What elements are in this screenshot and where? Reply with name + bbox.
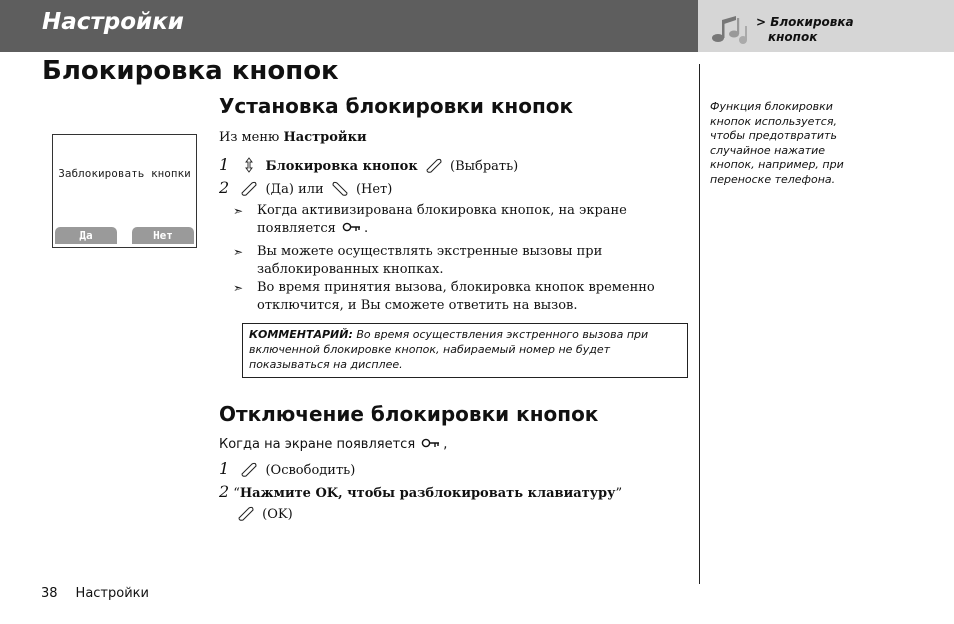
- left-soft-key-icon: [425, 157, 443, 173]
- menu-name: Настройки: [283, 130, 367, 145]
- breadcrumb: [698, 0, 954, 52]
- soft-key-yes: Да: [55, 227, 117, 244]
- key-lock-icon: [342, 221, 362, 233]
- list-item: ➣ Во время принятия вызова, блокировка кнопок временно отключится, и Вы сможете ответить на вызов.: [233, 280, 655, 313]
- unlock-step-3: (OK): [234, 505, 293, 522]
- step-1: [219, 155, 518, 174]
- header-bar: [0, 0, 698, 52]
- step-number: 1: [219, 459, 230, 478]
- menu-prefix: Из меню: [219, 130, 284, 145]
- comment-box: КОММЕНТАРИЙ: Во время осуществления экстренного вызова при включенной блокировке кнопок, набираемый номер не будет показываться на дисплее.: [242, 323, 688, 378]
- left-soft-key-icon: [240, 461, 258, 477]
- right-soft-key-icon: [331, 180, 349, 196]
- breadcrumb-line1: > Блокировка: [756, 15, 854, 29]
- step-number: 2: [219, 178, 230, 197]
- step-2-yes: (Да) или: [265, 182, 324, 197]
- soft-key-no: Нет: [132, 227, 194, 244]
- phone-screen: [52, 134, 197, 248]
- breadcrumb-line2: кнопок: [768, 30, 818, 44]
- footer: [41, 586, 149, 601]
- step-number: 2: [219, 482, 230, 501]
- unlock-step-2: 2 “Нажмите OK, чтобы разблокировать клавиатуру”: [219, 482, 623, 501]
- left-soft-key-icon: [237, 505, 255, 521]
- list-item: ➣ Когда активизирована блокировка кнопок, на экране появляется .: [233, 203, 627, 236]
- menu-line: [219, 130, 367, 145]
- nav-key-icon: [240, 157, 258, 173]
- arrow-bullet-icon: ➣: [233, 204, 244, 218]
- arrow-bullet-icon: ➣: [233, 245, 244, 259]
- arrow-bullet-icon: ➣: [233, 281, 244, 295]
- music-notes-icon: [710, 14, 750, 46]
- step-2: [219, 178, 392, 197]
- left-soft-key-icon: [240, 180, 258, 196]
- unlock-step-1: 1 (Освободить): [219, 459, 356, 478]
- step-number: 1: [219, 155, 230, 174]
- key-lock-icon: [421, 437, 441, 449]
- header-title: Настройки: [42, 9, 184, 35]
- unlock-intro: Когда на экране появляется ,: [219, 437, 448, 452]
- phone-screen-text: Заблокировать кнопки: [58, 167, 191, 180]
- footer-section: Настройки: [75, 586, 149, 601]
- side-note: Функция блокировки кнопок используется, чтобы предотвратить случайное нажатие кнопок, например, при переноске телефона.: [710, 100, 844, 186]
- column-divider: [699, 64, 700, 584]
- section-title-unlock: Отключение блокировки кнопок: [219, 402, 599, 426]
- list-item: ➣ Вы можете осуществлять экстренные вызовы при заблокированных кнопках.: [233, 244, 603, 277]
- comment-label: КОММЕНТАРИЙ:: [249, 328, 353, 341]
- step-1-option: Блокировка кнопок: [265, 159, 418, 174]
- section-title-set-lock: Установка блокировки кнопок: [219, 94, 574, 118]
- page-number: 38: [41, 586, 58, 601]
- step-2-no: (Нет): [355, 182, 393, 197]
- breadcrumb-text: [756, 15, 854, 45]
- step-1-action: (Выбрать): [450, 159, 519, 174]
- page-title: Блокировка кнопок: [42, 56, 339, 86]
